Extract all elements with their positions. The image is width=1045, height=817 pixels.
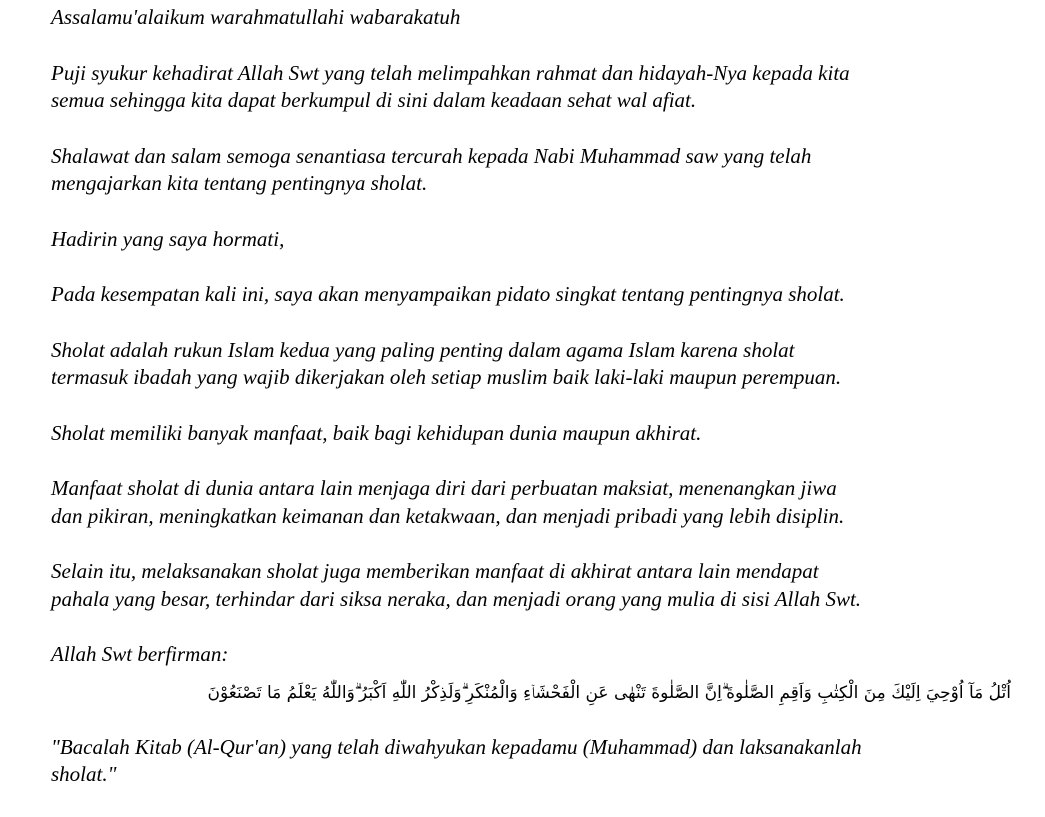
paragraph-line: Hadirin yang saya hormati,: [51, 226, 285, 251]
speech-document: [51, 4, 1011, 817]
paragraph-quote-intro: [51, 641, 1011, 669]
paragraph-line: Puji syukur kehadirat Allah Swt yang telah melimpahkan rahmat dan hidayah-Nya kepada kita: [51, 60, 850, 85]
verse-translation: [51, 734, 1011, 789]
paragraph-line: Sholat memiliki banyak manfaat, baik bagi kehidupan dunia maupun akhirat.: [51, 420, 702, 445]
paragraph-world-benefits: [51, 475, 1011, 530]
paragraph-line: semua sehingga kita dapat berkumpul di sini dalam keadaan sehat wal afiat.: [51, 88, 697, 112]
paragraph-line: Pada kesempatan kali ini, saya akan menyampaikan pidato singkat tentang pentingnya sholat.: [51, 282, 845, 306]
paragraph-afterlife-benefits: [51, 558, 1011, 613]
paragraph-shalawat: [51, 143, 1011, 198]
paragraph-benefits: [51, 420, 1011, 448]
greeting: [51, 4, 1011, 32]
paragraph-line: termasuk ibadah yang wajib dikerjakan oleh setiap muslim baik laki-laki maupun perempuan.: [51, 365, 842, 389]
paragraph-line: Allah Swt berfirman:: [51, 642, 229, 666]
translation-line: "Bacalah Kitab (Al-Qur'an) yang telah diwahyukan kepadamu (Muhammad) dan laksanakanlah: [51, 734, 862, 759]
paragraph-line: Manfaat sholat di dunia antara lain menjaga diri dari perbuatan maksiat, menenangkan jiwa: [51, 476, 837, 500]
paragraph-line: Sholat adalah rukun Islam kedua yang paling penting dalam agama Islam karena sholat: [51, 337, 795, 362]
paragraph-line: dan pikiran, meningkatkan keimanan dan ketakwaan, dan menjadi pribadi yang lebih disiplin.: [51, 503, 845, 528]
paragraph-line: Shalawat dan salam semoga senantiasa tercurah kepada Nabi Muhammad saw yang telah: [51, 143, 812, 168]
translation-line: sholat.": [51, 762, 117, 786]
paragraph-line: pahala yang besar, terhindar dari siksa neraka, dan menjadi orang yang mulia di sisi Allah Swt.: [51, 586, 862, 611]
paragraph-audience: [51, 226, 1011, 254]
paragraph-line: mengajarkan kita tentang pentingnya sholat.: [51, 171, 428, 195]
paragraph-line: Selain itu, melaksanakan sholat juga memberikan manfaat di akhirat antara lain mendapat: [51, 559, 819, 583]
paragraph-intro: [51, 281, 1011, 309]
greeting-text: Assalamu'alaikum warahmatullahi wabarakatuh: [51, 5, 461, 29]
arabic-verse: اُتْلُ مَآ اُوْحِيَ اِلَيْكَ مِنَ الْكِتٰبِ وَاَقِمِ الصَّلٰوةَ ۗاِنَّ الصَّلٰوةَ تَنْهٰى عَنِ الْفَحْشَاۤءِ وَالْمُنْكَرِ ۗوَلَذِكْرُ اللّٰهِ اَكْبَرُ ۗوَاللّٰهُ يَعْلَمُ مَا تَصْنَعُوْنَ: [207, 682, 1011, 703]
paragraph-pillar: [51, 337, 1011, 392]
paragraph-gratitude: [51, 60, 1011, 115]
